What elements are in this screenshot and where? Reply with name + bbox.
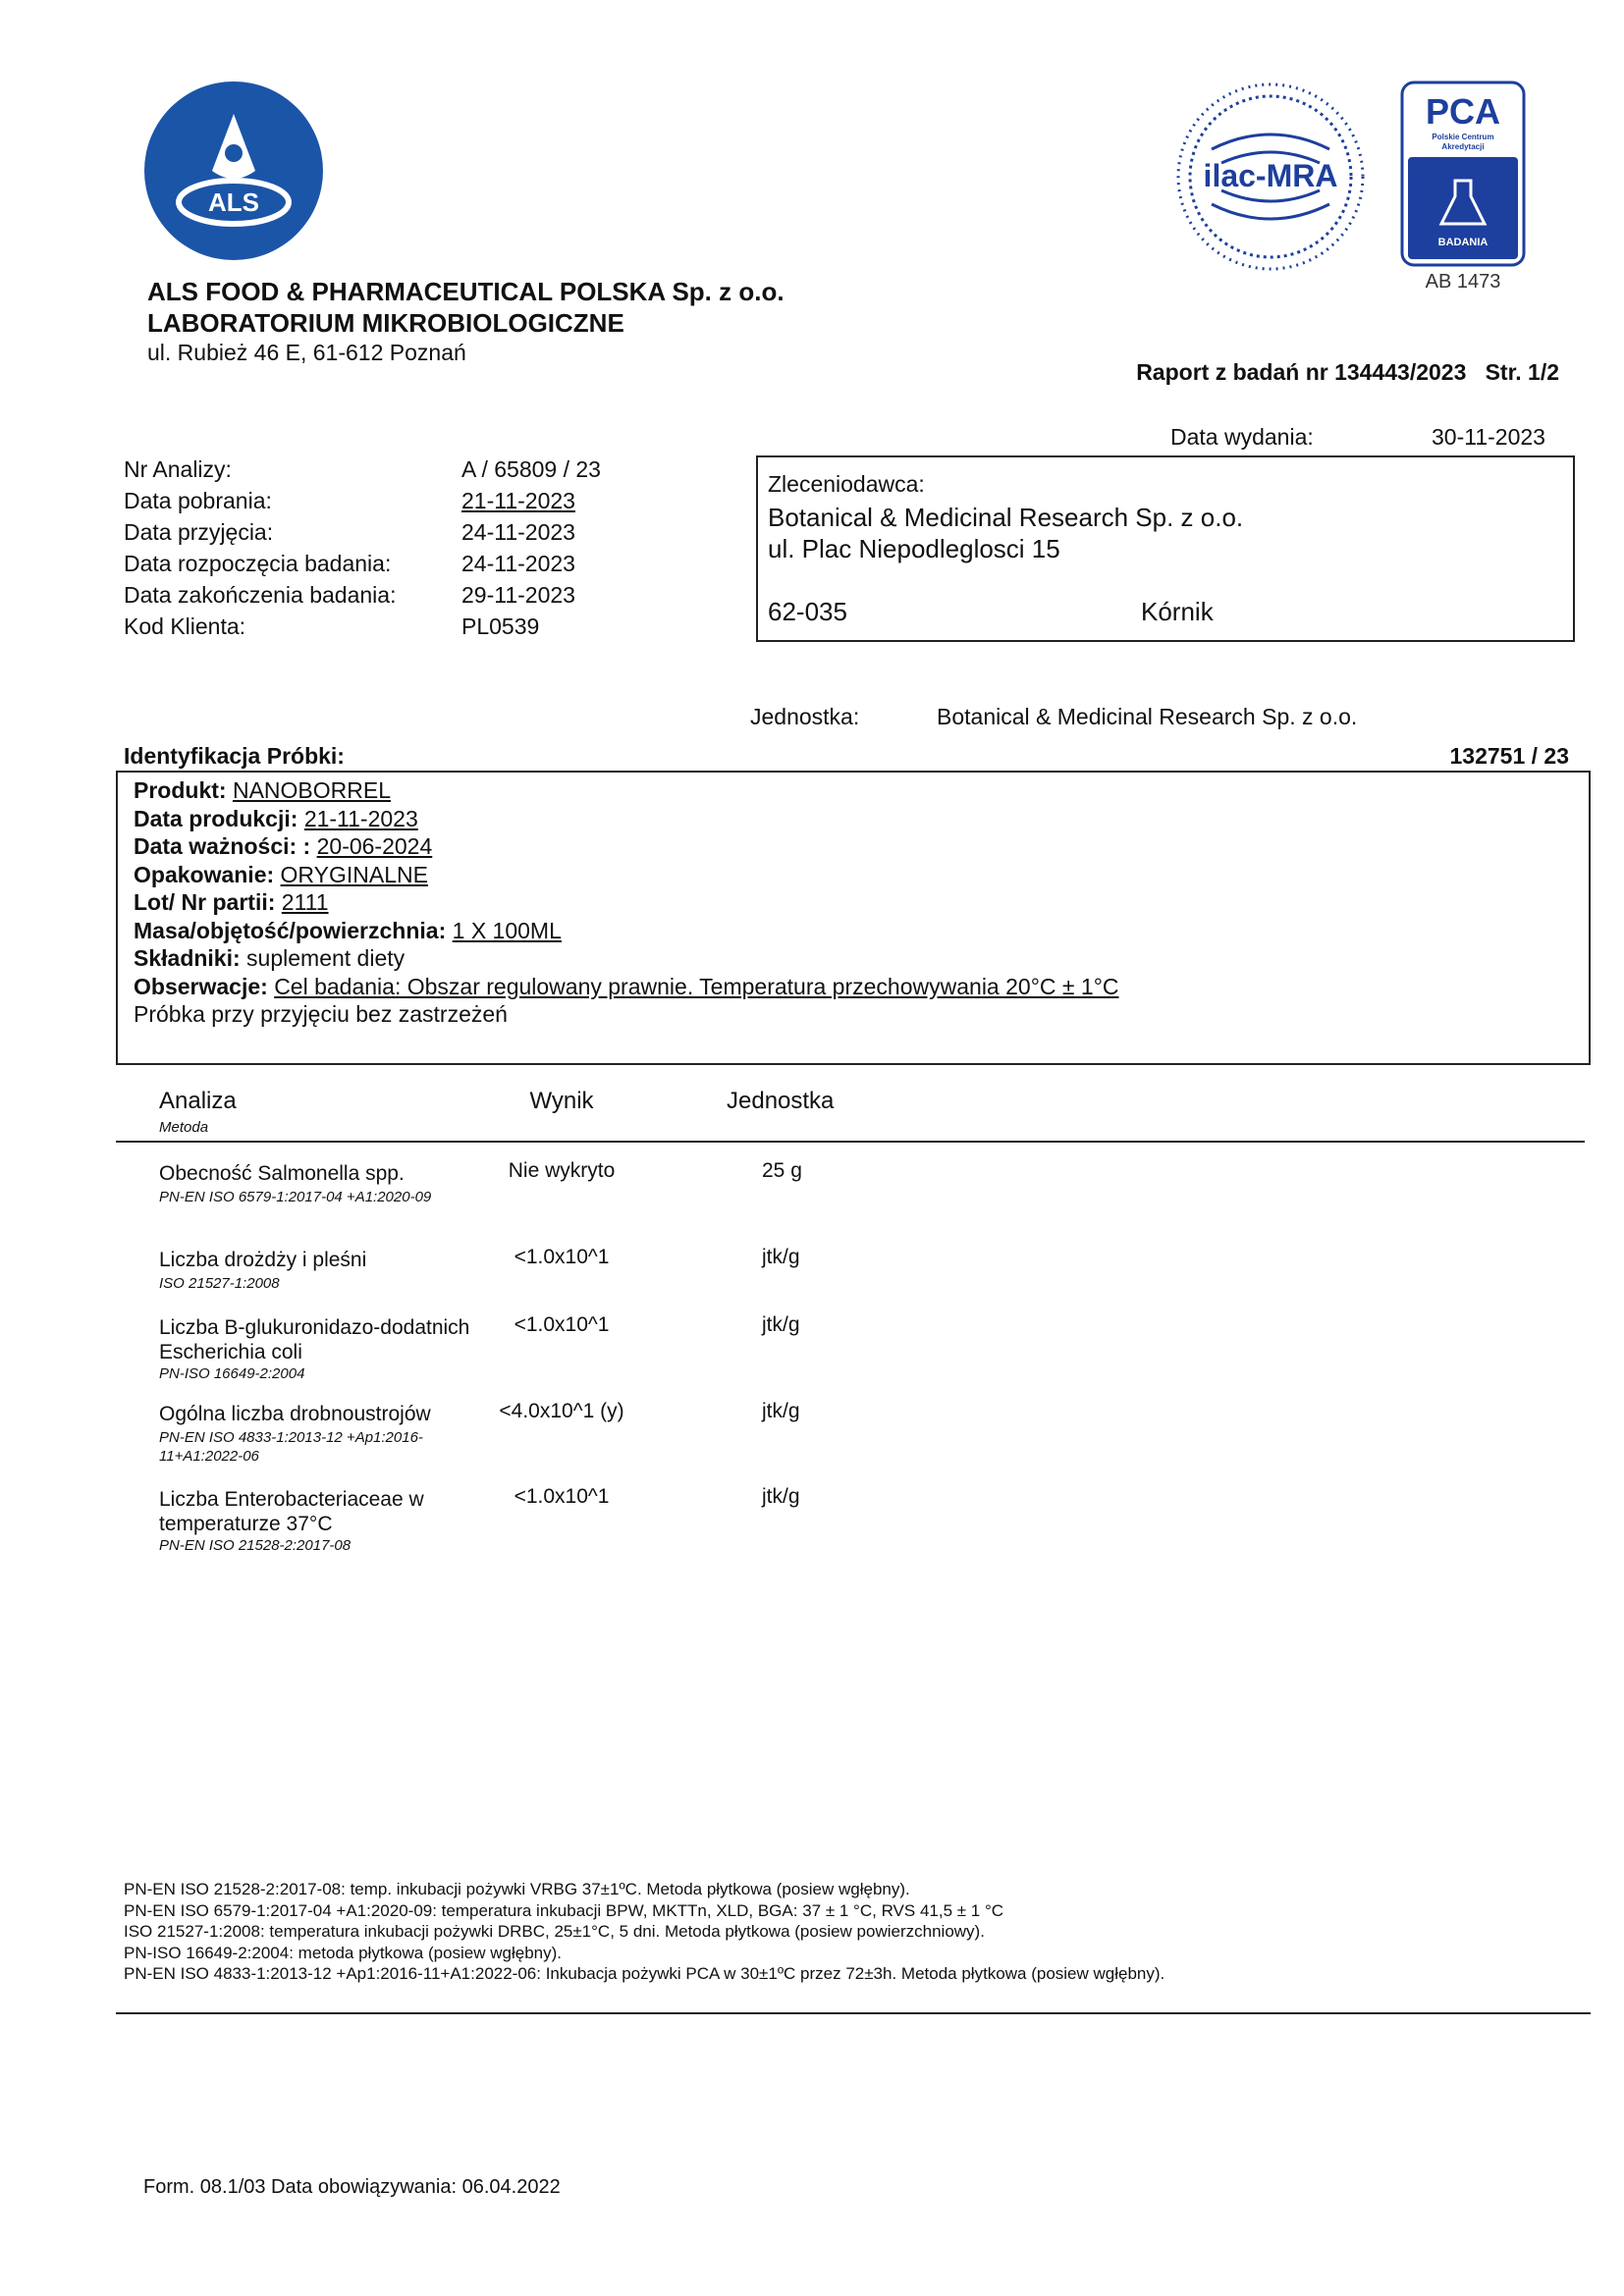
result-method: PN-EN ISO 21528-2:2017-08 [159, 1537, 352, 1554]
pca-accreditation-code: AB 1473 [1425, 271, 1501, 293]
sample-field-value: Cel badania: Obszar regulowany prawnie. Temperatura przechowywania 20°C ± 1°C [274, 973, 1119, 999]
issue-date-value: 30-11-2023 [1432, 424, 1545, 450]
sample-field [134, 973, 1119, 1001]
analysis-info-label: Data przyjęcia: [124, 519, 274, 545]
client-city: Kórnik [1141, 597, 1214, 626]
analysis-info-row [124, 548, 601, 579]
sample-field-label: Składniki: [134, 945, 241, 971]
analysis-info-row [124, 579, 601, 611]
sample-number: 132751 / 23 [1449, 743, 1569, 769]
result-unit: jtk/g [762, 1246, 800, 1268]
result-method: PN-ISO 16649-2:2004 [159, 1365, 305, 1382]
result-analysis-name: Liczba Enterobacteriaceae w temperaturze 37°C [159, 1488, 424, 1535]
analysis-info-value: 24-11-2023 [461, 519, 575, 545]
ilac-mra-logo [1174, 80, 1367, 273]
result-analysis-name: Liczba B-glukuronidazo-dodatnich Escherichia coli [159, 1316, 470, 1363]
analysis-info-value: 21-11-2023 [461, 488, 575, 513]
analysis-info-row [124, 454, 601, 485]
sample-field-value: 2111 [281, 889, 329, 915]
sample-field-value: 20-06-2024 [316, 833, 433, 859]
sample-field [134, 805, 1119, 833]
sample-field-value: suplement diety [246, 945, 406, 971]
sample-field-value: 1 X 100ML [452, 917, 562, 943]
sample-field [134, 832, 1119, 861]
sample-field-value: NANOBORREL [232, 777, 391, 803]
column-header-metoda: Metoda [159, 1119, 209, 1136]
pca-logo [1400, 80, 1526, 267]
method-note: PN-EN ISO 4833-1:2013-12 +Ap1:2016-11+A1:2022-06: Inkubacja pożywki PCA w 30±1ºC przez 72±3h. Metoda płytkowa (posiew wgłębny). [124, 1964, 1165, 1983]
client-zip: 62-035 [768, 597, 847, 626]
result-method: ISO 21527-1:2008 [159, 1275, 280, 1292]
result-unit: jtk/g [762, 1313, 800, 1336]
ilac-logo-text: ilac-MRA [1203, 158, 1338, 193]
result-value: Nie wykryto [508, 1159, 616, 1182]
sample-field-value: ORYGINALNE [280, 861, 428, 887]
analysis-info-row [124, 516, 601, 548]
sample-field-label: Produkt: [134, 777, 227, 803]
method-note: PN-EN ISO 6579-1:2017-04 +A1:2020-09: temperatura inkubacji BPW, MKTTn, XLD, BGA: 37 ± 1 °C, RVS 41,5 ± 1 °C [124, 1900, 1004, 1920]
client-box [756, 455, 1575, 642]
report-title: Raport z badań nr 134443/2023 Str. 1/2 [1136, 359, 1559, 385]
method-notes [124, 1879, 1164, 1985]
analysis-info-value: PL0539 [461, 614, 540, 639]
als-logo-text: ALS [208, 187, 259, 217]
sample-field-label: Opakowanie: [134, 861, 275, 887]
analysis-info-row [124, 611, 601, 642]
analysis-info-row [124, 485, 601, 516]
result-analysis-name: Ogólna liczba drobnoustrojów [159, 1403, 431, 1425]
column-header-wynik: Wynik [529, 1088, 594, 1114]
sample-heading: Identyfikacja Próbki: [124, 743, 345, 769]
client-street: ul. Plac Niepodleglosci 15 [768, 534, 1060, 563]
analysis-info [124, 454, 601, 642]
laboratory-name: LABORATORIUM MIKROBIOLOGICZNE [147, 308, 624, 338]
company-address: ul. Rubież 46 E, 61-612 Poznań [147, 340, 466, 365]
pca-badge: BADANIA [1437, 237, 1489, 248]
result-unit: 25 g [762, 1159, 802, 1182]
sample-field [134, 917, 1119, 945]
analysis-info-label: Data rozpoczęcia badania: [124, 551, 392, 576]
sample-field [134, 861, 1119, 889]
result-method: PN-EN ISO 4833-1:2013-12 +Ap1:2016-11+A1:2022-06 [159, 1429, 423, 1465]
result-unit: jtk/g [762, 1400, 800, 1422]
sample-note: Próbka przy przyjęciu bez zastrzeżeń [134, 1001, 508, 1027]
pca-line2: Akredytacji [1441, 142, 1485, 151]
result-value: <1.0x10^1 [514, 1485, 610, 1508]
result-analysis-name: Obecność Salmonella spp. [159, 1162, 405, 1185]
result-value: <1.0x10^1 [514, 1246, 610, 1268]
client-name: Botanical & Medicinal Research Sp. z o.o. [768, 503, 1244, 532]
company-name: ALS FOOD & PHARMACEUTICAL POLSKA Sp. z o.o. [147, 277, 785, 306]
unit-label: Jednostka: [750, 704, 860, 729]
sample-field-label: Masa/objętość/powierzchnia: [134, 917, 447, 943]
method-note: ISO 21527-1:2008: temperatura inkubacji pożywki DRBC, 25±1°C, 5 dni. Metoda płytkowa (posiew powierzchniowy). [124, 1922, 985, 1941]
pca-abbr: PCA [1425, 91, 1501, 132]
sample-box [116, 771, 1591, 1065]
footer-rule [116, 2012, 1591, 2014]
analysis-info-label: Nr Analizy: [124, 456, 232, 482]
sample-field [134, 944, 1119, 973]
sample-field [134, 776, 1119, 805]
result-unit: jtk/g [762, 1485, 800, 1508]
result-method: PN-EN ISO 6579-1:2017-04 +A1:2020-09 [159, 1189, 432, 1205]
result-value: <4.0x10^1 (y) [499, 1400, 624, 1422]
als-logo [143, 80, 324, 261]
column-header-jednostka: Jednostka [727, 1088, 835, 1114]
issue-date-label: Data wydania: [1170, 424, 1314, 450]
table-header-rule [116, 1141, 1585, 1143]
analysis-info-label: Data zakończenia badania: [124, 582, 397, 608]
analysis-info-value: A / 65809 / 23 [461, 456, 601, 482]
sample-field-label: Data ważności: : [134, 833, 311, 859]
unit-value: Botanical & Medicinal Research Sp. z o.o. [937, 704, 1358, 729]
sample-field-label: Obserwacje: [134, 973, 268, 999]
sample-field [134, 888, 1119, 917]
analysis-info-label: Kod Klienta: [124, 614, 246, 639]
client-label: Zleceniodawca: [768, 471, 925, 497]
analysis-info-label: Data pobrania: [124, 488, 272, 513]
sample-field-label: Data produkcji: [134, 805, 298, 831]
form-footer: Form. 08.1/03 Data obowiązywania: 06.04.2022 [143, 2176, 561, 2198]
analysis-info-value: 29-11-2023 [461, 582, 575, 608]
sample-field-label: Lot/ Nr partii: [134, 889, 276, 915]
method-note: PN-EN ISO 21528-2:2017-08: temp. inkubacji pożywki VRBG 37±1ºC. Metoda płytkowa (posiew wgłębny). [124, 1880, 910, 1898]
pca-line1: Polskie Centrum [1432, 133, 1494, 141]
result-analysis-name: Liczba drożdży i pleśni [159, 1249, 367, 1271]
column-header-analiza: Analiza [159, 1088, 237, 1114]
method-note: PN-ISO 16649-2:2004: metoda płytkowa (posiew wgłębny). [124, 1943, 563, 1962]
sample-field-value: 21-11-2023 [303, 805, 418, 831]
result-value: <1.0x10^1 [514, 1313, 610, 1336]
analysis-info-value: 24-11-2023 [461, 551, 575, 576]
